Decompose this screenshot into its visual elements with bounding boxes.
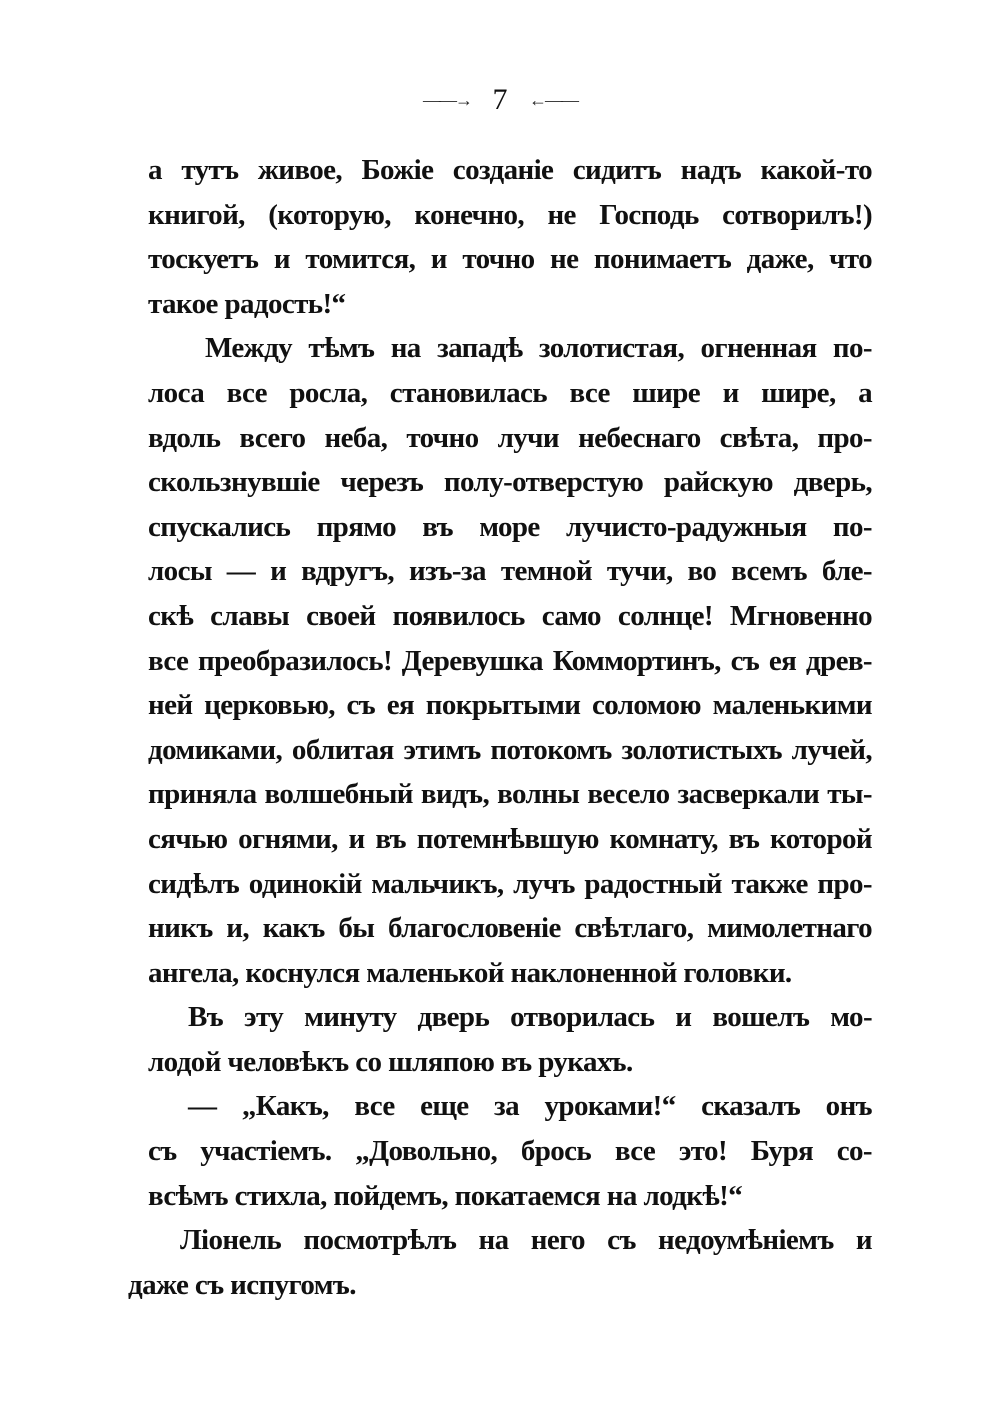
text-line: никъ и, какъ бы благословеніе свѣтлаго, мимолетнаго [148,912,872,945]
text-line: ней церковью, съ ея покрытыми соломою маленькими [148,689,872,722]
body-text [128,148,872,1307]
text-line: ангела, коснулся маленькой наклоненной головки. [148,956,792,989]
paragraph [148,995,872,1084]
paragraph [148,148,872,326]
text-line: скользнувшіе черезъ полу-отверстую райскую дверь, [148,466,872,499]
page-header [0,78,1000,120]
text-line: лосы — и вдругъ, изъ-за темной тучи, во всемъ бле- [148,555,872,588]
text-line: тоскуетъ и томится, и точно не понимаетъ даже, что [148,243,872,276]
page-number: 7 [492,83,508,117]
text-line: даже съ испугомъ. [128,1268,356,1301]
text-line: спускались прямо въ море лучисто-радужныя по- [148,510,872,543]
paragraph [148,326,872,995]
text-line: лоса все росла, становилась все шире и шире, а [148,376,872,409]
text-line: скѣ славы своей появилось само солнце! Мгновенно [148,599,872,632]
text-line: вдоль всего неба, точно лучи небеснаго свѣта, про- [148,421,872,454]
text-line: все преобразилось! Деревушка Коммортинъ, съ ея древ- [148,644,872,677]
paragraph [148,1084,872,1218]
text-line: съ участіемъ. „Довольно, брось все это! Буря со- [148,1135,872,1168]
paragraph [128,1218,872,1307]
text-line: сидѣлъ одинокій мальчикъ, лучъ радостный также про- [148,867,872,900]
text-line: приняла волшебный видъ, волны весело засверкали ты- [148,778,872,811]
text-line: всѣмъ стихла, пойдемъ, покатаемся на лодкѣ!“ [148,1179,743,1212]
text-line: такое радость!“ [148,287,346,320]
ornament-left-icon: ——→ [423,90,471,111]
text-line: а тутъ живое, Божіе созданіе сидитъ надъ какой-то [148,154,872,186]
text-line: сячью огнями, и въ потемнѣвшую комнату, въ которой [148,822,872,855]
text-line: Ліонель посмотрѣлъ на него съ недоумѣніемъ и [180,1224,872,1257]
text-line: книгой, (которую, конечно, не Господь сотворилъ!) [148,198,872,231]
text-line: Въ эту минуту дверь отворилась и вошелъ мо- [188,1001,872,1034]
text-line: Между тѣмъ на западѣ золотистая, огненная по- [205,332,872,365]
text-line: домиками, облитая этимъ потокомъ золотистыхъ лучей, [148,733,872,766]
text-line: лодой человѣкъ со шляпою въ рукахъ. [148,1045,633,1078]
ornament-right-icon: ←—— [529,90,577,111]
text-line: — „Какъ, все еще за уроками!“ сказалъ онъ [188,1090,872,1123]
